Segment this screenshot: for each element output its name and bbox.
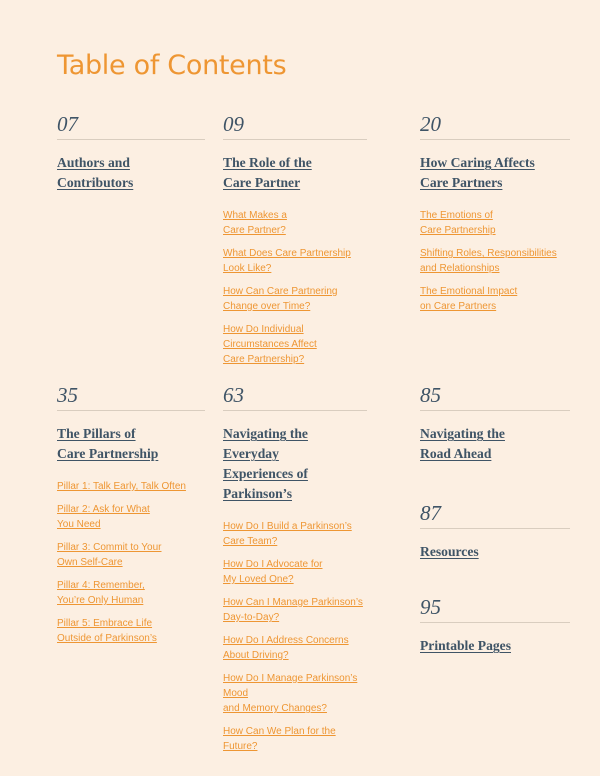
subsection-link-line: Pillar 5: Embrace Life [57,618,153,629]
subsection-link[interactable] [57,616,205,646]
page-title: Table of Contents [57,50,287,81]
subsection-link-line: How Do I Advocate for [223,559,323,570]
subsection-link[interactable] [57,578,205,608]
subsection-link-line: Care Partner? [223,225,286,236]
toc-section [223,113,367,375]
subsection-link-line: The Emotional Impact [420,286,518,297]
subsection-link-line: Look Like? [223,263,272,274]
toc-section [223,384,367,762]
subsection-link-line: on Care Partners [420,301,497,312]
subsection-link[interactable] [57,479,205,494]
section-title-line: Navigating the [420,426,505,441]
subsection-link[interactable] [223,246,367,276]
subsection-link-line: How Do Individual [223,324,304,335]
subsection-link[interactable] [420,284,570,314]
toc-section [420,596,570,656]
subsection-link[interactable] [223,519,367,549]
subsection-link-line: How Can I Manage Parkinson’s [223,597,363,608]
subsection-link[interactable] [223,671,367,716]
subsection-link-line: About Driving? [223,650,289,661]
toc-section [420,384,570,464]
toc-section [57,113,205,193]
subsection-link-line: Change over Time? [223,301,311,312]
subsection-link-line: and Memory Changes? [223,703,327,714]
subsection-link[interactable] [420,246,570,276]
subsection-link-line: Outside of Parkinson’s [57,633,157,644]
subsection-link-line: Care Partnership? [223,354,305,365]
subsection-link-line: Care Partnership [420,225,496,236]
subsection-link-line: Pillar 3: Commit to Your [57,542,162,553]
subsection-list [223,519,367,754]
subsection-link-line: How Can Care Partnering [223,286,338,297]
toc-section [420,502,570,562]
subsection-link[interactable] [223,208,367,238]
section-page-number: 20 [420,113,570,140]
subsection-link-line: and Relationships [420,263,500,274]
section-title-link[interactable] [223,424,367,504]
toc-section [57,384,205,654]
subsection-link-line: How Do I Build a Parkinson’s [223,521,352,532]
subsection-link[interactable] [223,595,367,625]
section-title-line: The Pillars of [57,426,136,441]
subsection-link-line: Circumstances Affect [223,339,317,350]
subsection-link-line: Day-to-Day? [223,612,280,623]
subsection-link[interactable] [57,502,205,532]
subsection-link[interactable] [223,322,367,367]
section-title-line: Contributors [57,175,134,190]
subsection-link-line: You’re Only Human [57,595,144,606]
subsection-link-line: What Makes a [223,210,287,221]
subsection-link[interactable] [223,633,367,663]
section-title-line: Care Partnership [57,446,159,461]
section-title-link[interactable] [420,542,570,562]
subsection-link-line: How Do I Address Concerns [223,635,349,646]
subsection-link[interactable] [223,284,367,314]
section-title-line: Road Ahead [420,446,492,461]
section-title-line: Care Partner [223,175,301,190]
section-title-line: Navigating the Everyday [223,426,308,461]
section-title-line: Printable Pages [420,638,511,653]
subsection-link-line: Pillar 2: Ask for What [57,504,150,515]
subsection-link-line: Care Team? [223,536,278,547]
subsection-link-line: Pillar 4: Remember, [57,580,145,591]
section-page-number: 09 [223,113,367,140]
section-title-link[interactable] [420,636,570,656]
subsection-link-line: How Can We Plan for the Future? [223,726,336,752]
section-title-line: How Caring Affects [420,155,535,170]
subsection-link[interactable] [57,540,205,570]
subsection-link-line: You Need [57,519,101,530]
subsection-link[interactable] [223,724,367,754]
section-title-link[interactable] [420,424,570,464]
section-title-link[interactable] [420,153,570,193]
section-title-line: Experiences of Parkinson’s [223,466,308,501]
toc-section [420,113,570,322]
subsection-link-line: How Do I Manage Parkinson’s Mood [223,673,358,699]
subsection-link-line: The Emotions of [420,210,493,221]
section-page-number: 87 [420,502,570,529]
subsection-list [223,208,367,367]
section-page-number: 63 [223,384,367,411]
section-title-line: The Role of the [223,155,312,170]
subsection-link-line: What Does Care Partnership [223,248,351,259]
section-title-line: Care Partners [420,175,503,190]
section-title-line: Authors and [57,155,130,170]
section-page-number: 35 [57,384,205,411]
subsection-link-line: Own Self-Care [57,557,123,568]
section-title-line: Resources [420,544,479,559]
section-title-link[interactable] [57,424,205,464]
section-page-number: 85 [420,384,570,411]
subsection-link-line: Shifting Roles, Responsibilities [420,248,557,259]
subsection-link-line: My Loved One? [223,574,294,585]
section-page-number: 07 [57,113,205,140]
section-title-link[interactable] [223,153,367,193]
subsection-link[interactable] [420,208,570,238]
section-page-number: 95 [420,596,570,623]
subsection-list [420,208,570,314]
subsection-list [57,479,205,646]
section-title-link[interactable] [57,153,205,193]
subsection-link[interactable] [223,557,367,587]
subsection-link-line: Pillar 1: Talk Early, Talk Often [57,481,186,492]
